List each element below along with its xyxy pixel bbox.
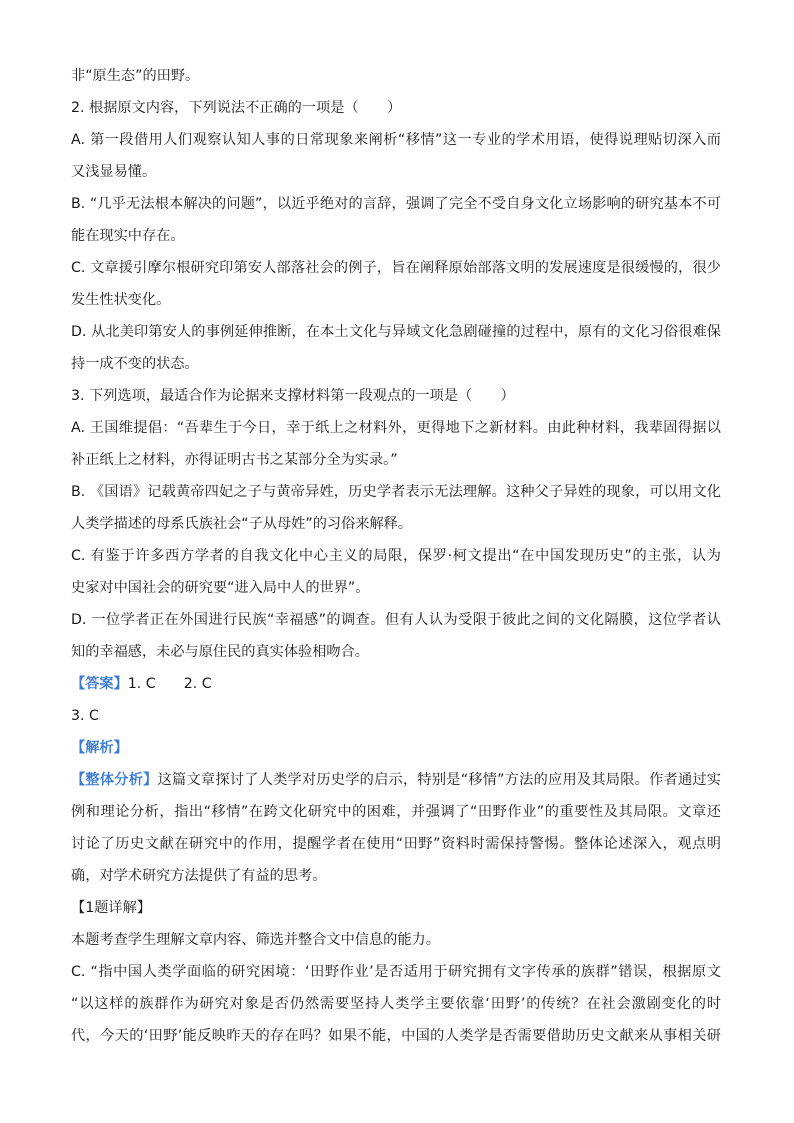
overall-analysis-line-2: 例和理论分析，指出“移情”在跨文化研究中的困难，并强调了“田野作业”的重要性及其局限。文章还: [71, 804, 721, 820]
overall-analysis-line-1: 【整体分析】这篇文章探讨了人类学对历史学的启示，特别是“移情”方法的应用及其局限。作者通过实: [71, 772, 721, 788]
question-3-option-d-cont: 知的幸福感，未必与原住民的真实体验相吻合。: [71, 644, 369, 660]
detail-line-1: 本题考查学生理解文章内容、筛选并整合文中信息的能力。: [71, 932, 440, 948]
question-3-option-a-cont: 补正纸上之材料，亦得证明古书之某部分全为实录。”: [71, 452, 398, 468]
question-3-option-c: C. 有鉴于许多西方学者的自我文化中心主义的局限，保罗·柯文提出“在中国发现历史”的主张，认为: [71, 548, 721, 564]
answer-item-2: 2. C: [183, 676, 212, 692]
question-2-option-d-cont: 持一成不变的状态。: [71, 356, 199, 372]
detail-label: 【1题详解】: [71, 900, 151, 916]
answer-line: [71, 668, 721, 700]
detail-line-4: 代，今天的‘田野’能反映昨天的存在吗？如果不能，中国的人类学是否需要借助历史文献来从事相关研: [71, 1028, 721, 1044]
question-3-option-a: A. 王国维提倡：“吾辈生于今日，幸于纸上之材料外，更得地下之新材料。由此种材料，我辈固得据以: [71, 420, 721, 436]
text-line: 非“原生态”的田野。: [71, 68, 200, 84]
question-2-option-c-cont: 发生性状变化。: [71, 292, 171, 308]
analysis-label: 【解析】: [71, 740, 128, 756]
question-3-option-b: B. 《国语》记载黄帝四妃之子与黄帝异姓，历史学者表示无法理解。这种父子异姓的现象，可以用文化: [71, 484, 721, 500]
question-2-option-b: B. “几乎无法根本解决的问题”，以近乎绝对的言辞，强调了完全不受自身文化立场影响的研究基本不可: [71, 196, 721, 212]
document-page: [71, 60, 721, 1052]
answer-item-1: 1. C: [127, 676, 156, 692]
question-3-option-c-cont: 史家对中国社会的研究要“进入局中人的世界”。: [71, 580, 370, 596]
question-2-option-b-cont: 能在现实中存在。: [71, 228, 185, 244]
overall-analysis-line-3: 讨论了历史文献在研究中的作用，提醒学者在使用“田野”资料时需保持警惕。整体论述深入，观点明: [71, 836, 721, 852]
question-3-option-d: D. 一位学者正在外国进行民族“幸福感”的调查。但有人认为受限于彼此之间的文化隔膜，这位学者认: [71, 612, 721, 628]
answer-label: 【答案】: [71, 676, 128, 692]
question-2-option-c: C. 文章援引摩尔根研究印第安人部落社会的例子，旨在阐释原始部落文明的发展速度是很缓慢的，很少: [71, 260, 721, 276]
question-2-option-d: D. 从北美印第安人的事例延伸推断，在本土文化与异域文化急剧碰撞的过程中，原有的文化习俗很难保: [71, 324, 721, 340]
overall-analysis-line-4: 确，对学术研究方法提供了有益的思考。: [71, 868, 327, 884]
question-2-option-a: A. 第一段借用人们观察认知人事的日常现象来阐析“移情”这一专业的学术用语，使得说理贴切深入而: [71, 132, 721, 148]
detail-line-2: C. “指中国人类学面临的研究困境：‘田野作业’是否适用于研究拥有文字传承的族群”错误，根据原文: [71, 964, 721, 980]
question-3-option-b-cont: 人类学描述的母系氏族社会“子从母姓”的习俗来解释。: [71, 516, 413, 532]
question-3-stem: 3. 下列选项，最适合作为论据来支撑材料第一段观点的一项是（ ）: [71, 388, 515, 404]
question-2-stem: 2. 根据原文内容，下列说法不正确的一项是（ ）: [71, 100, 402, 116]
question-2-option-a-cont: 又浅显易懂。: [71, 164, 157, 180]
detail-line-3: “以这样的族群作为研究对象是否仍然需要坚持人类学主要依靠‘田野’的传统？在社会激剧变化的时: [71, 996, 721, 1012]
answer-item-3: 3. C: [71, 708, 99, 724]
overall-analysis-label: 【整体分析】: [71, 772, 158, 788]
